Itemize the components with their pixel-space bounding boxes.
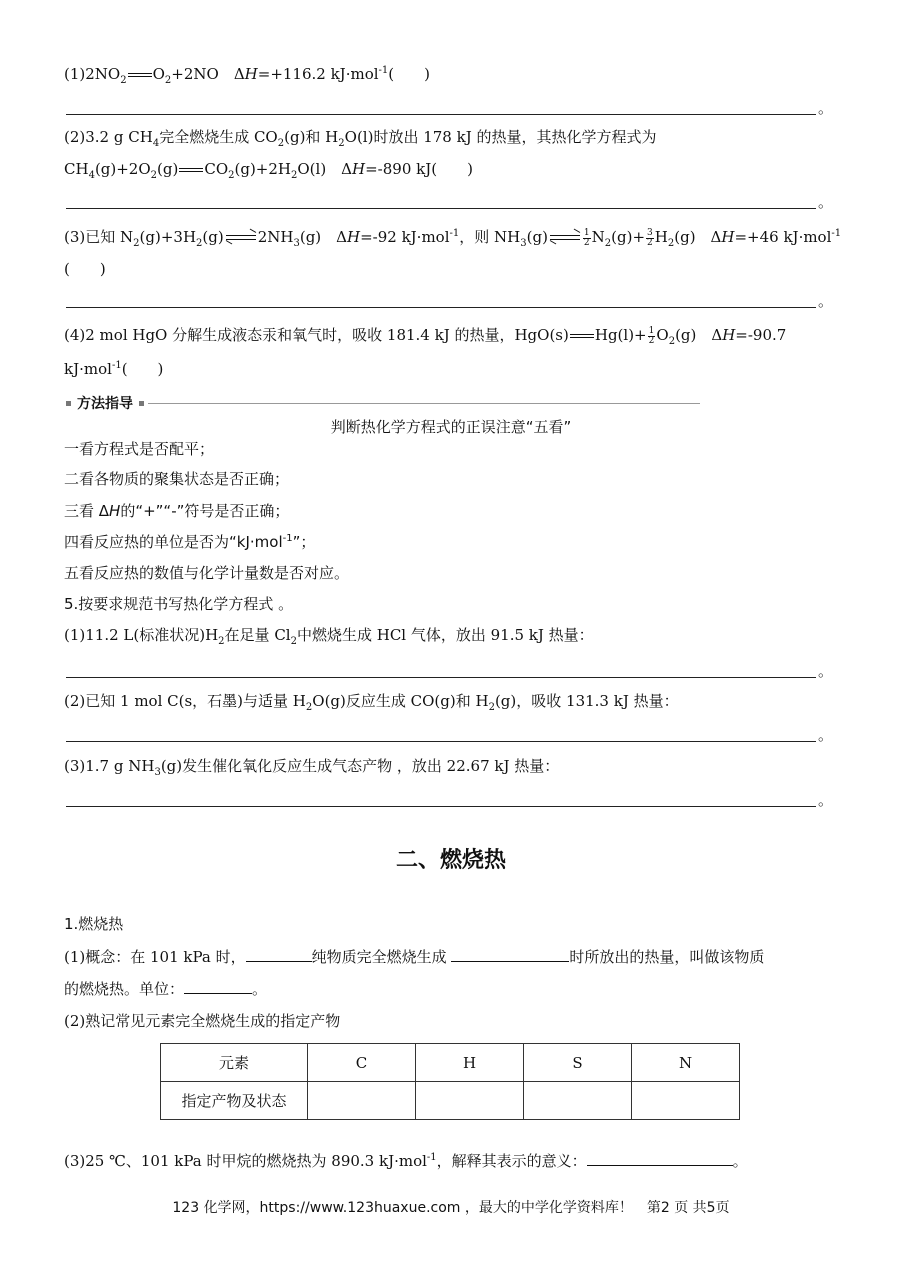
- table-row: [161, 1082, 740, 1120]
- table-header: C: [308, 1044, 416, 1082]
- question-4-line-1: (4)2 mol HgO 分解生成液态汞和氧气时，吸收 181.4 kJ 的热量，HgO(s) Hg(l)+ $\frac{1}{2}$ $O_2(g)$ ΔH=-90.7: [64, 325, 787, 347]
- guide-item-3: 三看 ΔH的“+”“-”符号是否正确；: [64, 502, 290, 520]
- equals-sign: [128, 73, 152, 77]
- question-2-line-1: (2)3.2 g $CH_4$完全燃烧生成 $CO_2(g)$和 $H_2O(l)$时放出 178 kJ 的热量，其热化学方程式为: [64, 128, 657, 149]
- divider: [148, 403, 700, 404]
- guide-item-1: 一看方程式是否配平；: [64, 440, 215, 458]
- question-5-sub-2: (2)已知 1 mol C(s，石墨)与适量 $H_2O(g)$反应生成 CO(g)和 $H_2(g)$，吸收 131.3 kJ 热量：: [64, 692, 679, 713]
- memo-line: (2)熟记常见元素完全燃烧生成的指定产物: [64, 1012, 341, 1030]
- answer-line-2[interactable]: [66, 208, 816, 209]
- products-table: [160, 1043, 740, 1120]
- answer-period: 。: [818, 791, 834, 809]
- answer-period: 。: [818, 193, 834, 211]
- answer-period: 。: [818, 292, 834, 310]
- answer-line-3[interactable]: [66, 307, 816, 308]
- equals-sign: [570, 334, 594, 338]
- table-cell[interactable]: [308, 1082, 416, 1120]
- table-cell[interactable]: [416, 1082, 524, 1120]
- question-5-sub-3: (3)1.7 g $NH_3(g)$发生催化氧化反应生成气态产物 ，放出 22.67 kJ 热量：: [64, 757, 560, 778]
- reversible-arrow-icon: [226, 233, 256, 243]
- question-5-sub-1: (1)11.2 L(标准状况)$H_2$在足量 $Cl_2$中燃烧生成 HCl 气体，放出 91.5 kJ 热量：: [64, 626, 594, 647]
- table-header: H: [416, 1044, 524, 1082]
- question-3-paren: ( ): [64, 260, 106, 278]
- equals-sign: [179, 168, 203, 172]
- subsection-title: 1.燃烧热: [64, 915, 124, 933]
- fraction: $\frac{3}{2}$: [647, 227, 653, 248]
- guide-title: 判断热化学方程式的正误注意“五看”: [330, 418, 572, 436]
- answer-line-1[interactable]: [66, 114, 816, 115]
- answer-line-5-1[interactable]: [66, 677, 816, 678]
- fill-blank-1[interactable]: [246, 946, 312, 962]
- square-bullet-icon: [139, 401, 144, 406]
- method-guide-header: [66, 393, 700, 413]
- table-row-label: 指定产物及状态: [161, 1082, 308, 1120]
- concept-line-2: 的燃烧热。单位： 。: [64, 980, 268, 998]
- answer-period: 。: [818, 662, 834, 680]
- fill-blank-2[interactable]: [451, 946, 569, 962]
- fill-blank-unit[interactable]: [184, 978, 252, 994]
- fraction: $\frac{1}{2}$: [648, 325, 655, 346]
- question-4-line-2: kJ·mol$^{-1}$( ): [64, 360, 164, 378]
- table-header: N: [632, 1044, 740, 1082]
- concept-line-1: (1)概念：在 101 kPa 时， 纯物质完全燃烧生成 时所放出的热量，叫做该物质: [64, 948, 765, 966]
- guide-item-4: 四看反应热的单位是否为“kJ·mol$^{-1}$”；: [64, 533, 316, 551]
- method-guide-label: 方法指导: [77, 396, 133, 412]
- answer-line-5-3[interactable]: [66, 806, 816, 807]
- table-cell[interactable]: [524, 1082, 632, 1120]
- answer-period: 。: [818, 726, 834, 744]
- answer-line-5-2[interactable]: [66, 741, 816, 742]
- section-title: 二、燃烧热: [395, 848, 506, 873]
- question-meaning: (3)25 ℃、101 kPa 时甲烷的燃烧热为 890.3 kJ·mol$^{-1}$，解释其表示的意义： 。: [64, 1152, 748, 1170]
- table-header: 元素: [161, 1044, 308, 1082]
- question-3-line-1: (3)已知 $N_2(g)+3H_2(g)$ $2NH_3(g)$ ΔH=-92 kJ·mol$^{-1}$，则 $NH_3(g)$ $\frac{1}{2}$ $N_2(g)+$ $\frac{3}{2}$ $H_2(g)$ ΔH=+46 kJ·mol$^{-1}$: [64, 227, 842, 249]
- reversible-arrow-icon: [550, 233, 580, 243]
- answer-period: 。: [818, 99, 834, 117]
- fill-blank-meaning[interactable]: [587, 1150, 733, 1166]
- question-2-line-2: $CH_4(g)+2O_2(g)$ $CO_2(g)+2H_2O(l)$ ΔH=-890 kJ( ): [64, 160, 473, 181]
- question-5-title: 5.按要求规范书写热化学方程式 。: [64, 595, 294, 613]
- guide-item-5: 五看反应热的数值与化学计量数是否对应。: [64, 564, 350, 582]
- square-bullet-icon: [66, 401, 71, 406]
- table-header: S: [524, 1044, 632, 1082]
- table-cell[interactable]: [632, 1082, 740, 1120]
- guide-item-2: 二看各物质的聚集状态是否正确；: [64, 470, 290, 488]
- fraction: $\frac{1}{2}$: [583, 227, 590, 248]
- page-footer: 123 化学网，https://www.123huaxue.com ，最大的中学化学资料库！ 第2 页 共5页: [172, 1200, 730, 1216]
- table-header-row: [161, 1044, 740, 1082]
- question-1: $(1)2NO_2$ $O_2+2NO$ ΔH=+116.2 kJ·mol$^{-1}$( ): [64, 65, 430, 86]
